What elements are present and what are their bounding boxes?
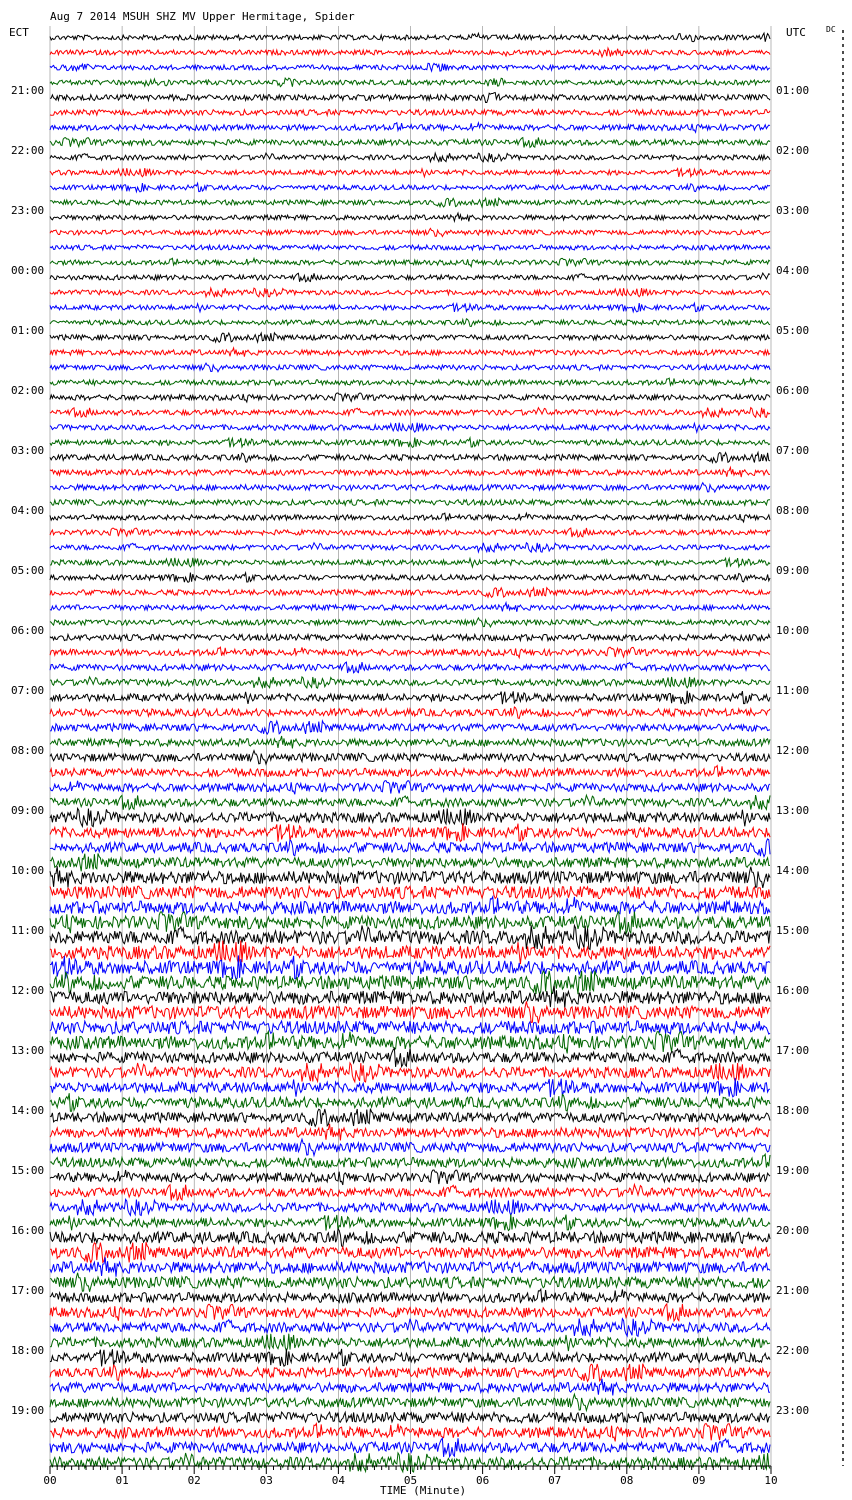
right-hour-label: 08:00	[776, 504, 810, 517]
trace-33	[50, 528, 770, 537]
trace-22	[50, 363, 770, 372]
trace-18	[50, 303, 770, 312]
trace-73	[50, 1124, 770, 1141]
trace-76	[50, 1170, 770, 1185]
trace-52	[50, 808, 770, 826]
trace-19	[50, 319, 770, 327]
trace-24	[50, 393, 770, 402]
trace-80	[50, 1229, 770, 1247]
x-tick-label: 06	[475, 1474, 490, 1487]
dc-label: DC	[826, 25, 836, 34]
left-hour-label: 00:00	[11, 264, 45, 277]
right-hour-label: 07:00	[776, 444, 810, 457]
right-hour-label: 04:00	[776, 264, 810, 277]
trace-72	[50, 1109, 770, 1127]
right-hour-label: 22:00	[776, 1344, 810, 1357]
trace-51	[50, 795, 770, 810]
left-hour-label: 12:00	[11, 984, 45, 997]
x-tick-label: 10	[764, 1474, 778, 1487]
left-hour-label: 14:00	[11, 1104, 45, 1117]
left-hour-label: 23:00	[11, 204, 45, 217]
right-hour-label: 02:00	[776, 144, 810, 157]
trace-17	[50, 288, 770, 297]
trace-56	[50, 866, 770, 888]
trace-66	[50, 1021, 770, 1034]
trace-34	[50, 543, 770, 552]
trace-26	[50, 423, 770, 433]
left-hour-label: 13:00	[11, 1044, 45, 1057]
trace-85	[50, 1304, 770, 1321]
right-hour-label: 01:00	[776, 84, 810, 97]
trace-49	[50, 766, 770, 777]
left-hour-label: 04:00	[11, 504, 45, 517]
right-hour-label: 17:00	[776, 1044, 810, 1057]
trace-69	[50, 1063, 770, 1082]
right-hour-label: 18:00	[776, 1104, 810, 1117]
trace-43	[50, 677, 770, 688]
x-tick-label: 01	[115, 1474, 129, 1487]
trace-38	[50, 603, 770, 612]
x-tick-label: 05	[403, 1474, 418, 1487]
trace-41	[50, 647, 770, 658]
right-hour-label: 13:00	[776, 804, 810, 817]
trace-36	[50, 573, 770, 583]
trace-2	[50, 63, 770, 71]
x-tick-label: 07	[548, 1474, 562, 1487]
trace-23	[50, 378, 770, 385]
x-tick-label: 04	[331, 1474, 346, 1487]
left-hour-label: 09:00	[11, 804, 45, 817]
right-hour-label: 09:00	[776, 564, 810, 577]
trace-16	[50, 273, 770, 282]
right-hour-label: 20:00	[776, 1224, 810, 1237]
trace-27	[50, 438, 770, 448]
trace-91	[50, 1394, 770, 1410]
left-hour-label: 02:00	[11, 384, 45, 397]
trace-55	[50, 853, 770, 871]
trace-64	[50, 986, 770, 1008]
trace-35	[50, 558, 770, 567]
left-hour-label: 01:00	[11, 324, 45, 337]
chart-title: Aug 7 2014 MSUH SHZ MV Upper Hermitage, Spider	[50, 10, 355, 23]
x-tick-label: 00	[43, 1474, 57, 1487]
trace-48	[50, 751, 770, 765]
trace-40	[50, 634, 770, 640]
right-hour-label: 12:00	[776, 744, 810, 757]
trace-77	[50, 1185, 770, 1201]
trace-81	[50, 1242, 770, 1263]
left-hour-label: 16:00	[11, 1224, 45, 1237]
trace-15	[50, 258, 770, 266]
trace-28	[50, 453, 770, 463]
trace-45	[50, 707, 770, 719]
trace-14	[50, 245, 770, 250]
right-hour-label: 06:00	[776, 384, 810, 397]
trace-5	[50, 110, 770, 116]
left-hour-label: 22:00	[11, 144, 45, 157]
trace-87	[50, 1334, 770, 1351]
trace-65	[50, 1001, 770, 1023]
trace-42	[50, 662, 770, 673]
trace-20	[50, 333, 770, 342]
x-axis-label: TIME (Minute)	[380, 1484, 467, 1497]
left-hour-label: 10:00	[11, 864, 45, 877]
trace-12	[50, 213, 770, 221]
left-hour-labels	[11, 84, 44, 1417]
trace-78	[50, 1199, 770, 1215]
trace-74	[50, 1139, 770, 1155]
left-hour-label: 06:00	[11, 624, 45, 637]
left-hour-label: 05:00	[11, 564, 45, 577]
right-hour-label: 14:00	[776, 864, 810, 877]
right-hour-label: 10:00	[776, 624, 810, 637]
trace-61	[50, 941, 770, 965]
right-timezone-label: UTC	[786, 26, 806, 39]
left-hour-label: 21:00	[11, 84, 45, 97]
trace-84	[50, 1289, 770, 1302]
left-hour-label: 03:00	[11, 444, 45, 457]
trace-8	[50, 153, 770, 162]
right-hour-labels	[776, 84, 809, 1417]
trace-47	[50, 736, 770, 748]
seismic-traces	[50, 33, 770, 1472]
right-hour-label: 11:00	[776, 684, 810, 697]
trace-11	[50, 198, 770, 207]
trace-88	[50, 1349, 770, 1367]
trace-30	[50, 483, 770, 492]
left-hour-label: 08:00	[11, 744, 45, 757]
right-hour-label: 16:00	[776, 984, 810, 997]
trace-59	[50, 912, 770, 934]
left-hour-label: 07:00	[11, 684, 45, 697]
right-hour-label: 03:00	[776, 204, 810, 217]
trace-0	[50, 33, 770, 42]
trace-3	[50, 78, 770, 87]
left-hour-label: 15:00	[11, 1164, 45, 1177]
trace-94	[50, 1438, 770, 1457]
trace-7	[50, 138, 770, 148]
trace-9	[50, 168, 770, 177]
left-hour-label: 17:00	[11, 1284, 45, 1297]
trace-89	[50, 1364, 770, 1382]
trace-1	[50, 48, 770, 57]
trace-79	[50, 1214, 770, 1230]
right-hour-label: 15:00	[776, 924, 810, 937]
trace-4	[50, 93, 770, 103]
left-hour-label: 19:00	[11, 1404, 45, 1417]
trace-39	[50, 618, 770, 627]
left-hour-label: 18:00	[11, 1344, 45, 1357]
trace-37	[50, 588, 770, 598]
trace-82	[50, 1257, 770, 1276]
trace-92	[50, 1412, 770, 1423]
trace-71	[50, 1093, 770, 1111]
trace-50	[50, 781, 770, 795]
trace-86	[50, 1319, 770, 1337]
trace-6	[50, 123, 770, 133]
trace-68	[50, 1048, 770, 1067]
trace-25	[50, 408, 770, 418]
x-tick-label: 02	[187, 1474, 201, 1487]
trace-57	[50, 886, 770, 899]
x-tick-label: 09	[692, 1474, 706, 1487]
trace-53	[50, 823, 770, 841]
trace-13	[50, 228, 770, 236]
trace-90	[50, 1379, 770, 1396]
trace-93	[50, 1424, 770, 1442]
x-tick-label: 03	[259, 1474, 273, 1487]
trace-10	[50, 183, 770, 192]
right-hour-label: 23:00	[776, 1404, 810, 1417]
trace-54	[50, 839, 770, 857]
trace-70	[50, 1078, 770, 1097]
trace-75	[50, 1154, 770, 1167]
trace-31	[50, 500, 770, 506]
trace-46	[50, 721, 770, 734]
trace-58	[50, 897, 770, 914]
right-hour-label: 19:00	[776, 1164, 810, 1177]
right-hour-label: 05:00	[776, 324, 810, 337]
trace-32	[50, 513, 770, 522]
right-hour-label: 21:00	[776, 1284, 810, 1297]
minute-gridlines	[50, 26, 771, 1470]
trace-63	[50, 971, 770, 995]
left-hour-label: 11:00	[11, 924, 45, 937]
trace-21	[50, 348, 770, 357]
trace-29	[50, 467, 770, 477]
trace-83	[50, 1273, 770, 1292]
trace-44	[50, 691, 770, 704]
left-timezone-label: ECT	[9, 26, 29, 39]
x-tick-label: 08	[620, 1474, 634, 1487]
